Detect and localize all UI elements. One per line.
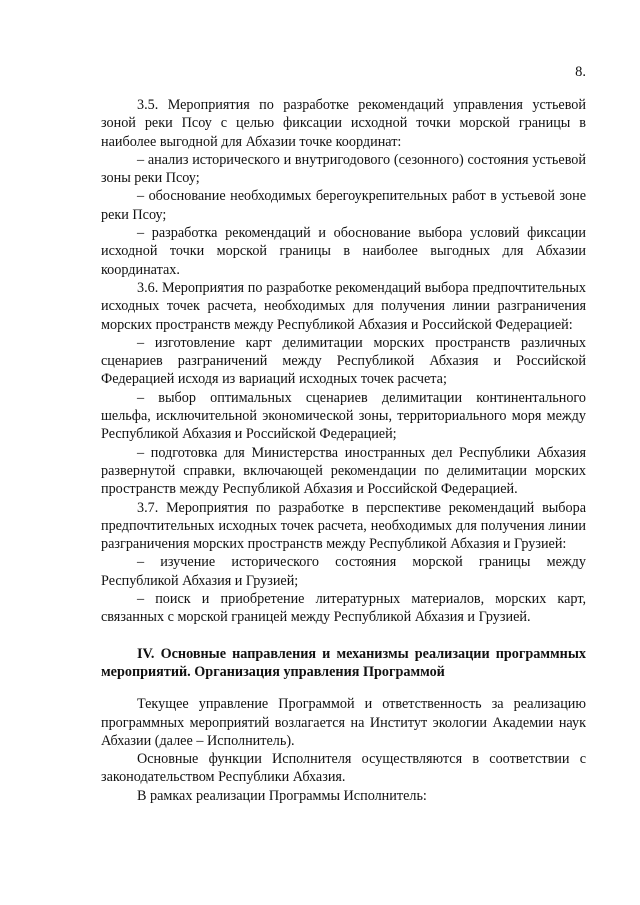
document-body bbox=[101, 96, 586, 805]
paragraph-3-7-item-2: – поиск и приобретение литературных материалов, морских карт, связанных с морской границей между Республикой Абхазия и Грузией. bbox=[101, 591, 586, 626]
paragraph-3-6-item-2: – выбор оптимальных сценариев делимитации континентального шельфа, исключительной экономической зоны, территориального моря между Республикой Абхазия и Российской Федерацией; bbox=[101, 389, 586, 443]
section-iv-paragraph-1: Текущее управление Программой и ответственность за реализацию программных мероприятий возлагается на Институт экологии Академии наук Абхазии (далее – Исполнитель). bbox=[101, 696, 586, 749]
paragraph-3-5-item-2: – обоснование необходимых берегоукрепительных работ в устьевой зоне реки Псоу; bbox=[101, 188, 586, 223]
paragraph-3-5-item-1: – анализ исторического и внутригодового (сезонного) состояния устьевой зоны реки Псоу; bbox=[101, 151, 586, 187]
paragraph-3-7-item-1: – изучение исторического состояния морской границы между Республикой Абхазия и Грузией; bbox=[101, 554, 586, 589]
paragraph-3-6-item-3: – подготовка для Министерства иностранных дел Республики Абхазия развернутой справки, включающей рекомендации по делимитации морских пространств между Республикой Абхазия и Российской Федерацией. bbox=[101, 444, 586, 498]
page-number: 8. bbox=[575, 64, 586, 80]
paragraph-3-6: 3.6. Мероприятия по разработке рекомендаций выбора предпочтительных исходных точек расчета, необходимых для получения линии разграничения морских пространств между Республикой Абхазия и Российской Федерацией: bbox=[101, 279, 586, 333]
section-iv-paragraph-3: В рамках реализации Программы Исполнитель: bbox=[137, 787, 427, 804]
section-iv-paragraph-2: Основные функции Исполнителя осуществляются в соответствии с законодательством Республики Абхазия. bbox=[101, 751, 586, 786]
paragraph-3-6-item-1: – изготовление карт делимитации морских пространств различных сценариев разграничений между Республикой Абхазия и Российской Федерацией исходя из вариаций исходных точек расчета; bbox=[101, 334, 586, 388]
section-iv-heading: IV. Основные направления и механизмы реализации программных мероприятий. Организация управления Программой bbox=[101, 645, 586, 680]
paragraph-3-7: 3.7. Мероприятия по разработке в перспективе рекомендаций выбора предпочтительных исходных точек расчета, необходимых для получения линии разграничения морских пространств между Республикой Абхазия и Грузией: bbox=[101, 499, 586, 553]
paragraph-3-5-item-3: – разработка рекомендаций и обоснование выбора условий фиксации исходной точки морской границы в наиболее выгодных для Абхазии координатах. bbox=[101, 225, 586, 278]
paragraph-3-5: 3.5. Мероприятия по разработке рекомендаций управления устьевой зоной реки Псоу с целью фиксации исходной точки морской границы в наиболее выгодной для Абхазии точке координат: bbox=[101, 97, 586, 150]
